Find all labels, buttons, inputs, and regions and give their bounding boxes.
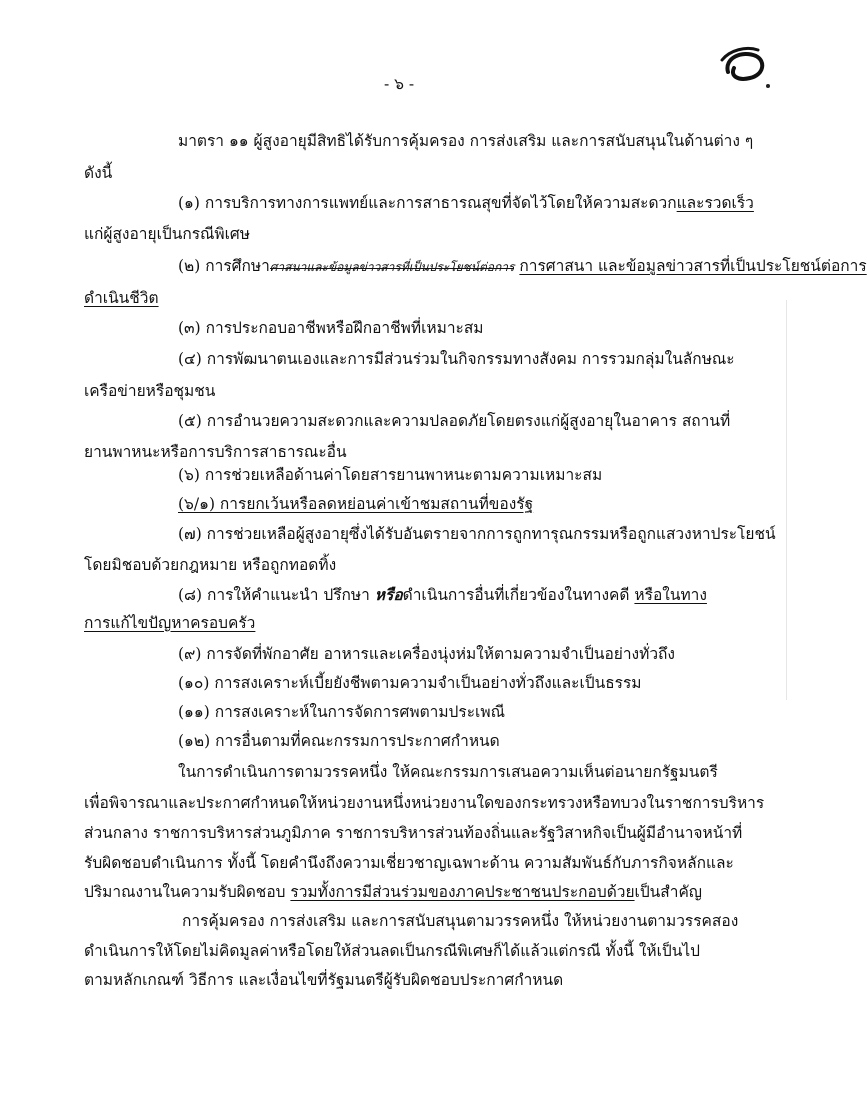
item-7-cont: โดยมิชอบด้วยกฎหมาย หรือถูกทอดทิ้ง — [84, 556, 337, 574]
section-heading: มาตรา ๑๑ ผู้สูงอายุมีสิทธิได้รับการคุ้มครอง การส่งเสริม และการสนับสนุนในด้านต่าง ๆ — [178, 132, 754, 150]
paragraph-1-line-4: รับผิดชอบดำเนินการ ทั้งนี้ โดยคำนึงถึงความเชี่ยวชาญเฉพาะด้าน ความสัมพันธ์กับภารกิจหลักและ — [84, 854, 734, 872]
paragraph-1-line-5-end: เป็นสำคัญ — [634, 883, 703, 901]
item-2-cont: ดำเนินชีวิต — [84, 289, 159, 307]
item-2-struck-text: ศาสนาและข้อมูลข่าวสารที่เป็นประโยชน์ต่อการ — [270, 257, 515, 277]
item-4: (๔) การพัฒนาตนเองและการมีส่วนร่วมในกิจกรรมทางสังคม การรวมกลุ่มในลักษณะ — [178, 350, 735, 368]
item-8-handwritten: หรือ — [374, 585, 403, 604]
page-number: - ๖ - — [384, 75, 415, 93]
item-12: (๑๒) การอื่นตามที่คณะกรรมการประกาศกำหนด — [178, 732, 500, 750]
item-8-cont: การแก้ไขปัญหาครอบครัว — [84, 614, 256, 632]
item-1-text: (๑) การบริการทางการแพทย์และการสาธารณสุขที่จัดไว้โดยให้ความสะดวก — [178, 194, 677, 212]
section-heading-cont: ดังนี้ — [84, 164, 113, 182]
item-6-1: (๖/๑) การยกเว้นหรือลดหย่อนค่าเข้าชมสถานที่ของรัฐ — [178, 495, 534, 513]
item-8-text-2: ดำเนินการอื่นที่เกี่ยวข้องในทางคดี — [402, 586, 635, 604]
item-6: (๖) การช่วยเหลือด้านค่าโดยสารยานพาหนะตามความเหมาะสม — [178, 466, 603, 484]
paragraph-1-line-2: เพื่อพิจารณาและประกาศกำหนดให้หน่วยงานหนึ่งหน่วยงานใดของกระทรวงหรือทบวงในราชการบริหาร — [84, 794, 765, 812]
item-8 — [178, 585, 707, 605]
item-4-cont: เครือข่ายหรือชุมชน — [84, 382, 216, 400]
item-8-text: (๘) การให้คำแนะนำ ปรึกษา — [178, 586, 375, 604]
item-2-amendment: การศาสนา และข้อมูลข่าวสารที่เป็นประโยชน์ต่อการ — [519, 257, 867, 275]
paragraph-1-line-3: ส่วนกลาง ราชการบริหารส่วนภูมิภาค ราชการบริหารส่วนท้องถิ่นและรัฐวิสาหกิจเป็นผู้มีอำนาจหน้าที่ — [84, 824, 743, 842]
paragraph-1-amendment: รวมทั้งการมีส่วนร่วมของภาคประชาชนประกอบด้วย — [290, 883, 635, 901]
paragraph-1-line-5 — [84, 882, 702, 902]
scan-edge-line — [786, 300, 787, 700]
paragraph-1-line-5-text: ปริมาณงานในความรับผิดชอบ — [84, 883, 291, 901]
item-1 — [178, 193, 754, 213]
item-5-cont: ยานพาหนะหรือการบริการสาธารณะอื่น — [84, 443, 347, 461]
item-2-text: (๒) การศึกษา — [178, 257, 270, 275]
item-8-amendment: หรือในทาง — [634, 586, 707, 604]
item-1-amendment: และรวดเร็ว — [676, 194, 754, 212]
handwritten-circle-mark — [712, 42, 772, 92]
paragraph-1-line-1: ในการดำเนินการตามวรรคหนึ่ง ให้คณะกรรมการเสนอความเห็นต่อนายกรัฐมนตรี — [178, 763, 718, 781]
item-9: (๙) การจัดที่พักอาศัย อาหารและเครื่องนุ่งห่มให้ตามความจำเป็นอย่างทั่วถึง — [178, 645, 675, 663]
paragraph-2-line-1: การคุ้มครอง การส่งเสริม และการสนับสนุนตามวรรคหนึ่ง ให้หน่วยงานตามวรรคสอง — [182, 912, 739, 930]
item-1-cont: แก่ผู้สูงอายุเป็นกรณีพิเศษ — [84, 225, 250, 243]
item-7: (๗) การช่วยเหลือผู้สูงอายุซึ่งได้รับอันตรายจากการถูกทารุณกรรมหรือถูกแสวงหาประโยชน์ — [178, 525, 776, 543]
item-10: (๑๐) การสงเคราะห์เบี้ยยังชีพตามความจำเป็นอย่างทั่วถึงและเป็นธรรม — [178, 674, 642, 692]
item-5: (๕) การอำนวยความสะดวกและความปลอดภัยโดยตรงแก่ผู้สูงอายุในอาคาร สถานที่ — [178, 412, 731, 430]
item-3: (๓) การประกอบอาชีพหรือฝึกอาชีพที่เหมาะสม — [178, 319, 484, 337]
item-11: (๑๑) การสงเคราะห์ในการจัดการศพตามประเพณี — [178, 703, 505, 721]
scan-speck — [766, 84, 770, 88]
paragraph-2-line-2: ดำเนินการให้โดยไม่คิดมูลค่าหรือโดยให้ส่วนลดเป็นกรณีพิเศษก็ได้แล้วแต่กรณี ทั้งนี้ ให้เป็นไป — [84, 942, 700, 960]
item-2 — [178, 256, 867, 277]
paragraph-2-line-3: ตามหลักเกณฑ์ วิธีการ และเงื่อนไขที่รัฐมนตรีผู้รับผิดชอบประกาศกำหนด — [84, 971, 564, 989]
